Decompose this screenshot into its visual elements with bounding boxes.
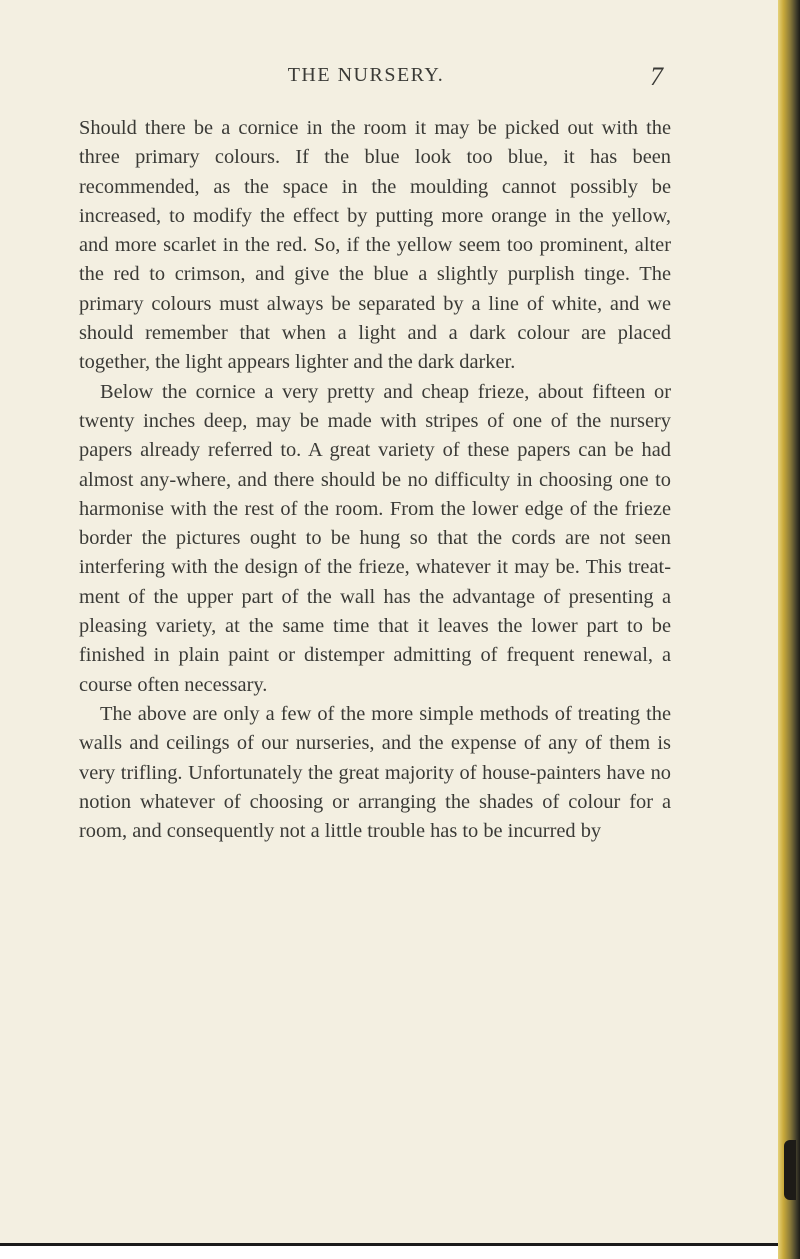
page-header: [0, 64, 790, 94]
paragraph-methods: The above are only a few of the more simple methods of treating the walls and ceilings of our nurseries, and the expense of any of them is very trifling. Unfortunately the great majority of house-painters have no notion whatever of choosing or arranging the shades of colour for a room, and consequently not a little trouble has to be incurred by: [79, 702, 671, 843]
book-spine-edge: [778, 0, 800, 1259]
running-title: THE NURSERY.: [287, 64, 445, 86]
body-text: [79, 114, 671, 846]
page-number: 7: [650, 62, 663, 91]
paragraph-frieze: Below the cornice a very pretty and cheap frieze, about fifteen or twenty inches deep, may be made with stripes of one of the nursery papers already referred to. A great variety of these papers can be had almost any-where, and there should be no difficulty in choosing one to harmonise with the rest of the room. From the lower edge of the frieze border the pictures ought to be hung so that the cords are not seen interfering with the design of the frieze, whatever it may be. This treat-ment of the upper part of the wall has the advantage of presenting a pleasing variety, at the same time that it leaves the lower part to be finished in plain paint or distemper admitting of frequent renewal, a course often necessary.: [79, 380, 671, 696]
paragraph-cornice: Should there be a cornice in the room it may be picked out with the three primary colours. If the blue look too blue, it has been recommended, as the space in the moulding cannot possibly be increased, to modify the effect by putting more orange in the yellow, and more scarlet in the red. So, if the yellow seem too prominent, alter the red to crimson, and give the blue a slightly purplish tinge. The primary colours must always be separated by a line of white, and we should remember that when a light and a dark colour are placed together, the light appears lighter and the dark darker.: [79, 117, 671, 374]
spine-shadow-mark: [784, 1140, 796, 1200]
